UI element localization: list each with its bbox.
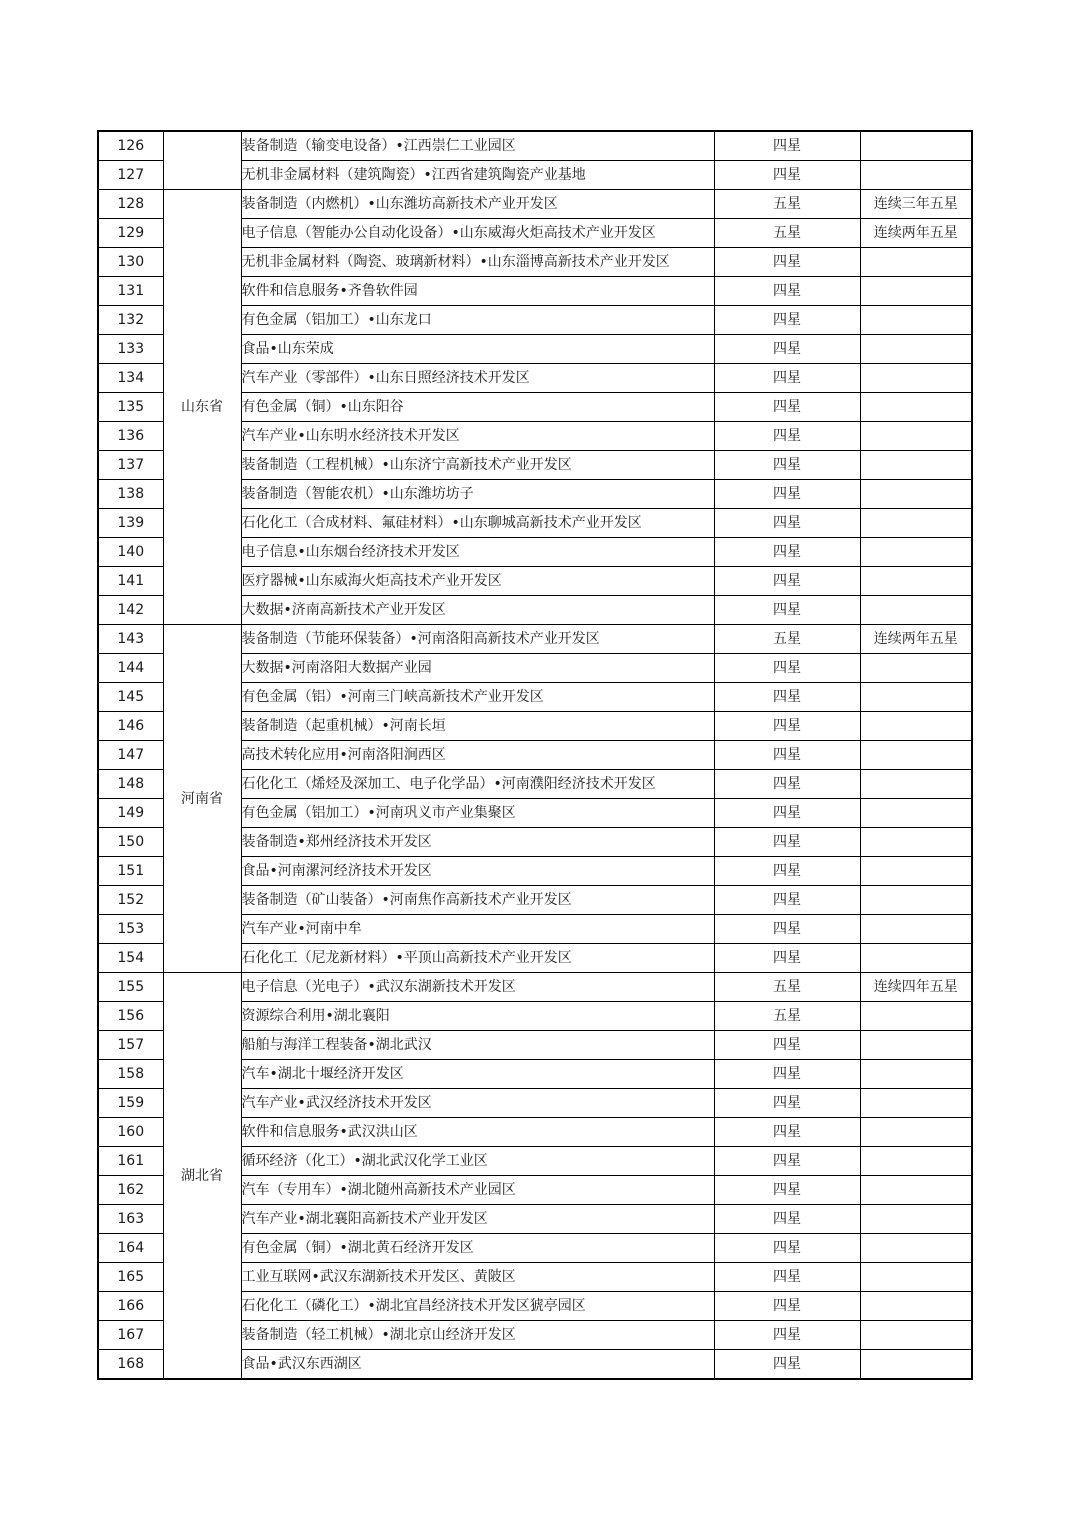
row-number: 158 (98, 1060, 163, 1089)
cluster-name: 无机非金属材料（建筑陶瓷）•江西省建筑陶瓷产业基地 (241, 161, 714, 190)
row-number: 157 (98, 1031, 163, 1060)
cluster-name: 食品•河南漯河经济技术开发区 (241, 857, 714, 886)
remark (860, 799, 972, 828)
cluster-name: 石化化工（尼龙新材料）•平顶山高新技术产业开发区 (241, 944, 714, 973)
row-number: 138 (98, 480, 163, 509)
star-rating: 四星 (714, 1321, 860, 1350)
remark (860, 886, 972, 915)
row-number: 156 (98, 1002, 163, 1031)
row-number: 165 (98, 1263, 163, 1292)
star-rating: 四星 (714, 131, 860, 161)
remark (860, 131, 972, 161)
cluster-name: 装备制造（起重机械）•河南长垣 (241, 712, 714, 741)
star-rating: 四星 (714, 1031, 860, 1060)
star-rating: 五星 (714, 1002, 860, 1031)
row-number: 146 (98, 712, 163, 741)
star-rating: 五星 (714, 219, 860, 248)
cluster-name: 高技术转化应用•河南洛阳涧西区 (241, 741, 714, 770)
remark (860, 712, 972, 741)
star-rating: 四星 (714, 770, 860, 799)
row-number: 159 (98, 1089, 163, 1118)
cluster-table (97, 130, 973, 1380)
cluster-name: 汽车•湖北十堰经济开发区 (241, 1060, 714, 1089)
star-rating: 四星 (714, 1263, 860, 1292)
star-rating: 四星 (714, 1147, 860, 1176)
row-number: 160 (98, 1118, 163, 1147)
cluster-name: 软件和信息服务•齐鲁软件园 (241, 277, 714, 306)
row-number: 167 (98, 1321, 163, 1350)
star-rating: 四星 (714, 596, 860, 625)
cluster-name: 电子信息（光电子）•武汉东湖新技术开发区 (241, 973, 714, 1002)
cluster-name: 装备制造（节能环保装备）•河南洛阳高新技术产业开发区 (241, 625, 714, 654)
cluster-name: 装备制造（内燃机）•山东潍坊高新技术产业开发区 (241, 190, 714, 219)
cluster-name: 汽车产业•湖北襄阳高新技术产业开发区 (241, 1205, 714, 1234)
star-rating: 四星 (714, 654, 860, 683)
star-rating: 四星 (714, 538, 860, 567)
remark (860, 422, 972, 451)
star-rating: 四星 (714, 741, 860, 770)
remark (860, 828, 972, 857)
cluster-name: 电子信息•山东烟台经济技术开发区 (241, 538, 714, 567)
star-rating: 四星 (714, 248, 860, 277)
table-row (98, 973, 972, 1002)
row-number: 141 (98, 567, 163, 596)
star-rating: 四星 (714, 799, 860, 828)
row-number: 127 (98, 161, 163, 190)
remark (860, 480, 972, 509)
star-rating: 四星 (714, 857, 860, 886)
row-number: 143 (98, 625, 163, 654)
cluster-name: 食品•山东荣成 (241, 335, 714, 364)
remark (860, 538, 972, 567)
remark (860, 1060, 972, 1089)
row-number: 163 (98, 1205, 163, 1234)
star-rating: 四星 (714, 364, 860, 393)
star-rating: 四星 (714, 451, 860, 480)
star-rating: 四星 (714, 1118, 860, 1147)
cluster-name: 汽车产业•山东明水经济技术开发区 (241, 422, 714, 451)
star-rating: 五星 (714, 625, 860, 654)
row-number: 132 (98, 306, 163, 335)
remark (860, 1176, 972, 1205)
row-number: 154 (98, 944, 163, 973)
star-rating: 四星 (714, 480, 860, 509)
cluster-name: 大数据•济南高新技术产业开发区 (241, 596, 714, 625)
cluster-name: 汽车（专用车）•湖北随州高新技术产业园区 (241, 1176, 714, 1205)
row-number: 147 (98, 741, 163, 770)
remark (860, 915, 972, 944)
row-number: 149 (98, 799, 163, 828)
cluster-name: 软件和信息服务•武汉洪山区 (241, 1118, 714, 1147)
cluster-name: 石化化工（合成材料、氟硅材料）•山东聊城高新技术产业开发区 (241, 509, 714, 538)
row-number: 162 (98, 1176, 163, 1205)
row-number: 134 (98, 364, 163, 393)
star-rating: 四星 (714, 944, 860, 973)
star-rating: 四星 (714, 393, 860, 422)
remark (860, 306, 972, 335)
star-rating: 四星 (714, 1176, 860, 1205)
remark (860, 857, 972, 886)
row-number: 152 (98, 886, 163, 915)
row-number: 151 (98, 857, 163, 886)
remark: 连续三年五星 (860, 190, 972, 219)
table-row (98, 131, 972, 161)
cluster-name: 装备制造（输变电设备）•江西崇仁工业园区 (241, 131, 714, 161)
cluster-name: 工业互联网•武汉东湖新技术开发区、黄陂区 (241, 1263, 714, 1292)
star-rating: 五星 (714, 190, 860, 219)
star-rating: 四星 (714, 1205, 860, 1234)
remark: 连续两年五星 (860, 219, 972, 248)
row-number: 131 (98, 277, 163, 306)
star-rating: 四星 (714, 683, 860, 712)
star-rating: 四星 (714, 277, 860, 306)
row-number: 135 (98, 393, 163, 422)
row-number: 136 (98, 422, 163, 451)
row-number: 142 (98, 596, 163, 625)
star-rating: 四星 (714, 422, 860, 451)
star-rating: 四星 (714, 915, 860, 944)
table-row (98, 190, 972, 219)
row-number: 150 (98, 828, 163, 857)
star-rating: 四星 (714, 161, 860, 190)
cluster-name: 医疗器械•山东威海火炬高技术产业开发区 (241, 567, 714, 596)
row-number: 126 (98, 131, 163, 161)
cluster-name: 有色金属（铜）•湖北黄石经济开发区 (241, 1234, 714, 1263)
remark (860, 596, 972, 625)
cluster-name: 有色金属（铝加工）•山东龙口 (241, 306, 714, 335)
row-number: 130 (98, 248, 163, 277)
star-rating: 五星 (714, 973, 860, 1002)
cluster-name: 资源综合利用•湖北襄阳 (241, 1002, 714, 1031)
cluster-name: 无机非金属材料（陶瓷、玻璃新材料）•山东淄博高新技术产业开发区 (241, 248, 714, 277)
province-cell: 山东省 (163, 190, 241, 625)
star-rating: 四星 (714, 1292, 860, 1321)
star-rating: 四星 (714, 1060, 860, 1089)
row-number: 155 (98, 973, 163, 1002)
province-cell: 河南省 (163, 625, 241, 973)
row-number: 144 (98, 654, 163, 683)
cluster-name: 装备制造（工程机械）•山东济宁高新技术产业开发区 (241, 451, 714, 480)
cluster-name: 装备制造（智能农机）•山东潍坊坊子 (241, 480, 714, 509)
remark (860, 1002, 972, 1031)
remark (860, 1089, 972, 1118)
row-number: 161 (98, 1147, 163, 1176)
star-rating: 四星 (714, 335, 860, 364)
cluster-name: 大数据•河南洛阳大数据产业园 (241, 654, 714, 683)
star-rating: 四星 (714, 1234, 860, 1263)
remark (860, 1147, 972, 1176)
remark (860, 683, 972, 712)
row-number: 148 (98, 770, 163, 799)
cluster-name: 石化化工（磷化工）•湖北宜昌经济技术开发区猇亭园区 (241, 1292, 714, 1321)
remark (860, 1321, 972, 1350)
remark (860, 1234, 972, 1263)
remark (860, 1118, 972, 1147)
table-row (98, 625, 972, 654)
remark (860, 364, 972, 393)
star-rating: 四星 (714, 1089, 860, 1118)
remark (860, 1350, 972, 1380)
cluster-name: 装备制造•郑州经济技术开发区 (241, 828, 714, 857)
remark (860, 770, 972, 799)
star-rating: 四星 (714, 567, 860, 596)
remark (860, 944, 972, 973)
remark (860, 393, 972, 422)
remark (860, 1263, 972, 1292)
row-number: 145 (98, 683, 163, 712)
remark (860, 1031, 972, 1060)
star-rating: 四星 (714, 1350, 860, 1380)
row-number: 137 (98, 451, 163, 480)
remark (860, 277, 972, 306)
cluster-name: 电子信息（智能办公自动化设备）•山东威海火炬高技术产业开发区 (241, 219, 714, 248)
remark (860, 161, 972, 190)
cluster-name: 循环经济（化工）•湖北武汉化学工业区 (241, 1147, 714, 1176)
cluster-name: 有色金属（铝加工）•河南巩义市产业集聚区 (241, 799, 714, 828)
province-cell (163, 131, 241, 190)
cluster-name: 船舶与海洋工程装备•湖北武汉 (241, 1031, 714, 1060)
cluster-name: 汽车产业•河南中牟 (241, 915, 714, 944)
row-number: 129 (98, 219, 163, 248)
remark (860, 741, 972, 770)
row-number: 133 (98, 335, 163, 364)
row-number: 128 (98, 190, 163, 219)
cluster-name: 汽车产业•武汉经济技术开发区 (241, 1089, 714, 1118)
remark (860, 567, 972, 596)
cluster-name: 汽车产业（零部件）•山东日照经济技术开发区 (241, 364, 714, 393)
remark (860, 335, 972, 364)
cluster-name: 有色金属（铝）•河南三门峡高新技术产业开发区 (241, 683, 714, 712)
star-rating: 四星 (714, 886, 860, 915)
remark: 连续两年五星 (860, 625, 972, 654)
remark (860, 1292, 972, 1321)
star-rating: 四星 (714, 712, 860, 741)
row-number: 166 (98, 1292, 163, 1321)
remark (860, 451, 972, 480)
cluster-name: 装备制造（矿山装备）•河南焦作高新技术产业开发区 (241, 886, 714, 915)
cluster-name: 装备制造（轻工机械）•湖北京山经济开发区 (241, 1321, 714, 1350)
table-body (98, 131, 972, 1379)
star-rating: 四星 (714, 306, 860, 335)
province-cell: 湖北省 (163, 973, 241, 1380)
remark (860, 654, 972, 683)
remark (860, 509, 972, 538)
row-number: 168 (98, 1350, 163, 1380)
remark: 连续四年五星 (860, 973, 972, 1002)
star-rating: 四星 (714, 509, 860, 538)
cluster-name: 有色金属（铜）•山东阳谷 (241, 393, 714, 422)
star-rating: 四星 (714, 828, 860, 857)
remark (860, 248, 972, 277)
row-number: 164 (98, 1234, 163, 1263)
row-number: 139 (98, 509, 163, 538)
cluster-name: 石化化工（烯烃及深加工、电子化学品）•河南濮阳经济技术开发区 (241, 770, 714, 799)
remark (860, 1205, 972, 1234)
row-number: 140 (98, 538, 163, 567)
cluster-name: 食品•武汉东西湖区 (241, 1350, 714, 1380)
row-number: 153 (98, 915, 163, 944)
